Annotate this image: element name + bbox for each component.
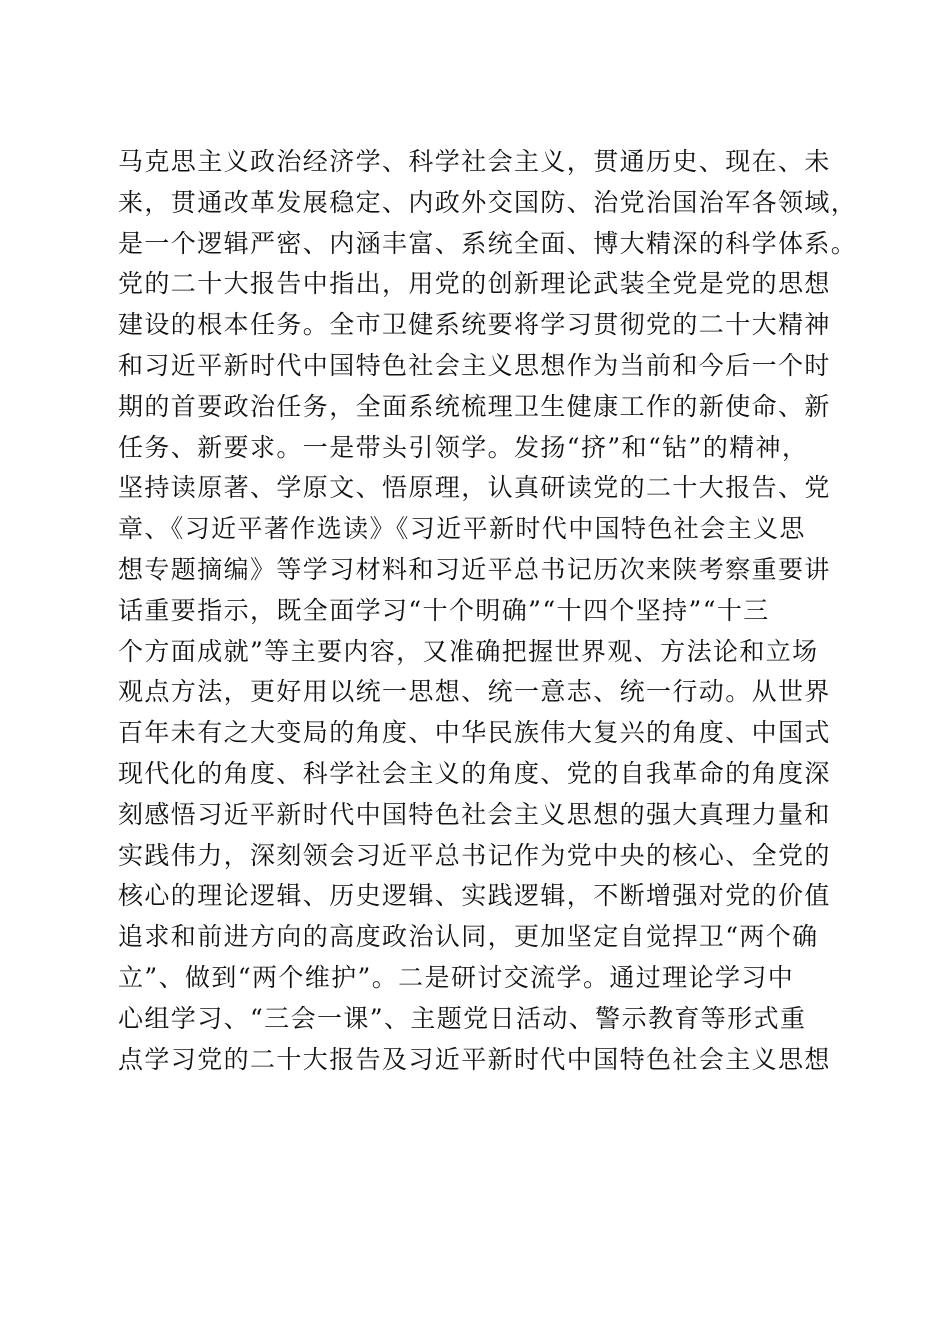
- text-line: 核心的理论逻辑、历史逻辑、实践逻辑，不断增强对党的价值: [118, 881, 831, 911]
- text-line: 追求和前进方向的高度政治认同，更加坚定自觉捍卫“两个确: [118, 922, 819, 952]
- text-line: 期的首要政治任务，全面系统梳理卫生健康工作的新使命、新: [118, 391, 831, 421]
- text-line: 党的二十大报告中指出，用党的创新理论武装全党是党的思想: [118, 269, 831, 299]
- text-line: 话重要指示，既全面学习“十个明确”“十四个坚持”“十三: [118, 595, 770, 625]
- text-line: 立”、做到“两个维护”。二是研讨交流学。通过理论学习中: [118, 962, 795, 992]
- text-line: 建设的根本任务。全市卫健系统要将学习贯彻党的二十大精神: [118, 310, 831, 340]
- body-text: [118, 142, 858, 1080]
- text-line: 想专题摘编》等学习材料和习近平总书记历次来陕考察重要讲: [118, 554, 831, 584]
- text-line: 现代化的角度、科学社会主义的角度、党的自我革命的角度深: [118, 758, 831, 788]
- text-line: 实践伟力，深刻领会习近平总书记作为党中央的核心、全党的: [118, 840, 831, 870]
- text-line: 任务、新要求。一是带头引领学。发扬“挤”和“钻”的精神，: [118, 432, 809, 462]
- text-line: 来，贯通改革发展稳定、内政外交国防、治党治国治军各领域，: [118, 187, 858, 217]
- text-line: 观点方法，更好用以统一思想、统一意志、统一行动。从世界: [118, 677, 831, 707]
- text-line: 个方面成就”等主要内容，又准确把握世界观、方法论和立场: [118, 636, 819, 666]
- text-line: 和习近平新时代中国特色社会主义思想作为当前和今后一个时: [118, 350, 831, 380]
- text-line: 心组学习、“三会一课”、主题党日活动、警示教育等形式重: [118, 1003, 807, 1033]
- text-line: 坚持读原著、学原文、悟原理，认真研读党的二十大报告、党: [118, 473, 831, 503]
- text-line: 刻感悟习近平新时代中国特色社会主义思想的强大真理力量和: [118, 799, 831, 829]
- text-line: 百年未有之大变局的角度、中华民族伟大复兴的角度、中国式: [118, 718, 831, 748]
- text-line: 点学习党的二十大报告及习近平新时代中国特色社会主义思想: [118, 1044, 831, 1074]
- text-line: 马克思主义政治经济学、科学社会主义，贯通历史、现在、未: [118, 147, 831, 176]
- text-line: 章、《习近平著作选读》《习近平新时代中国特色社会主义思: [118, 514, 806, 544]
- text-line: 是一个逻辑严密、内涵丰富、系统全面、博大精深的科学体系。: [118, 228, 858, 258]
